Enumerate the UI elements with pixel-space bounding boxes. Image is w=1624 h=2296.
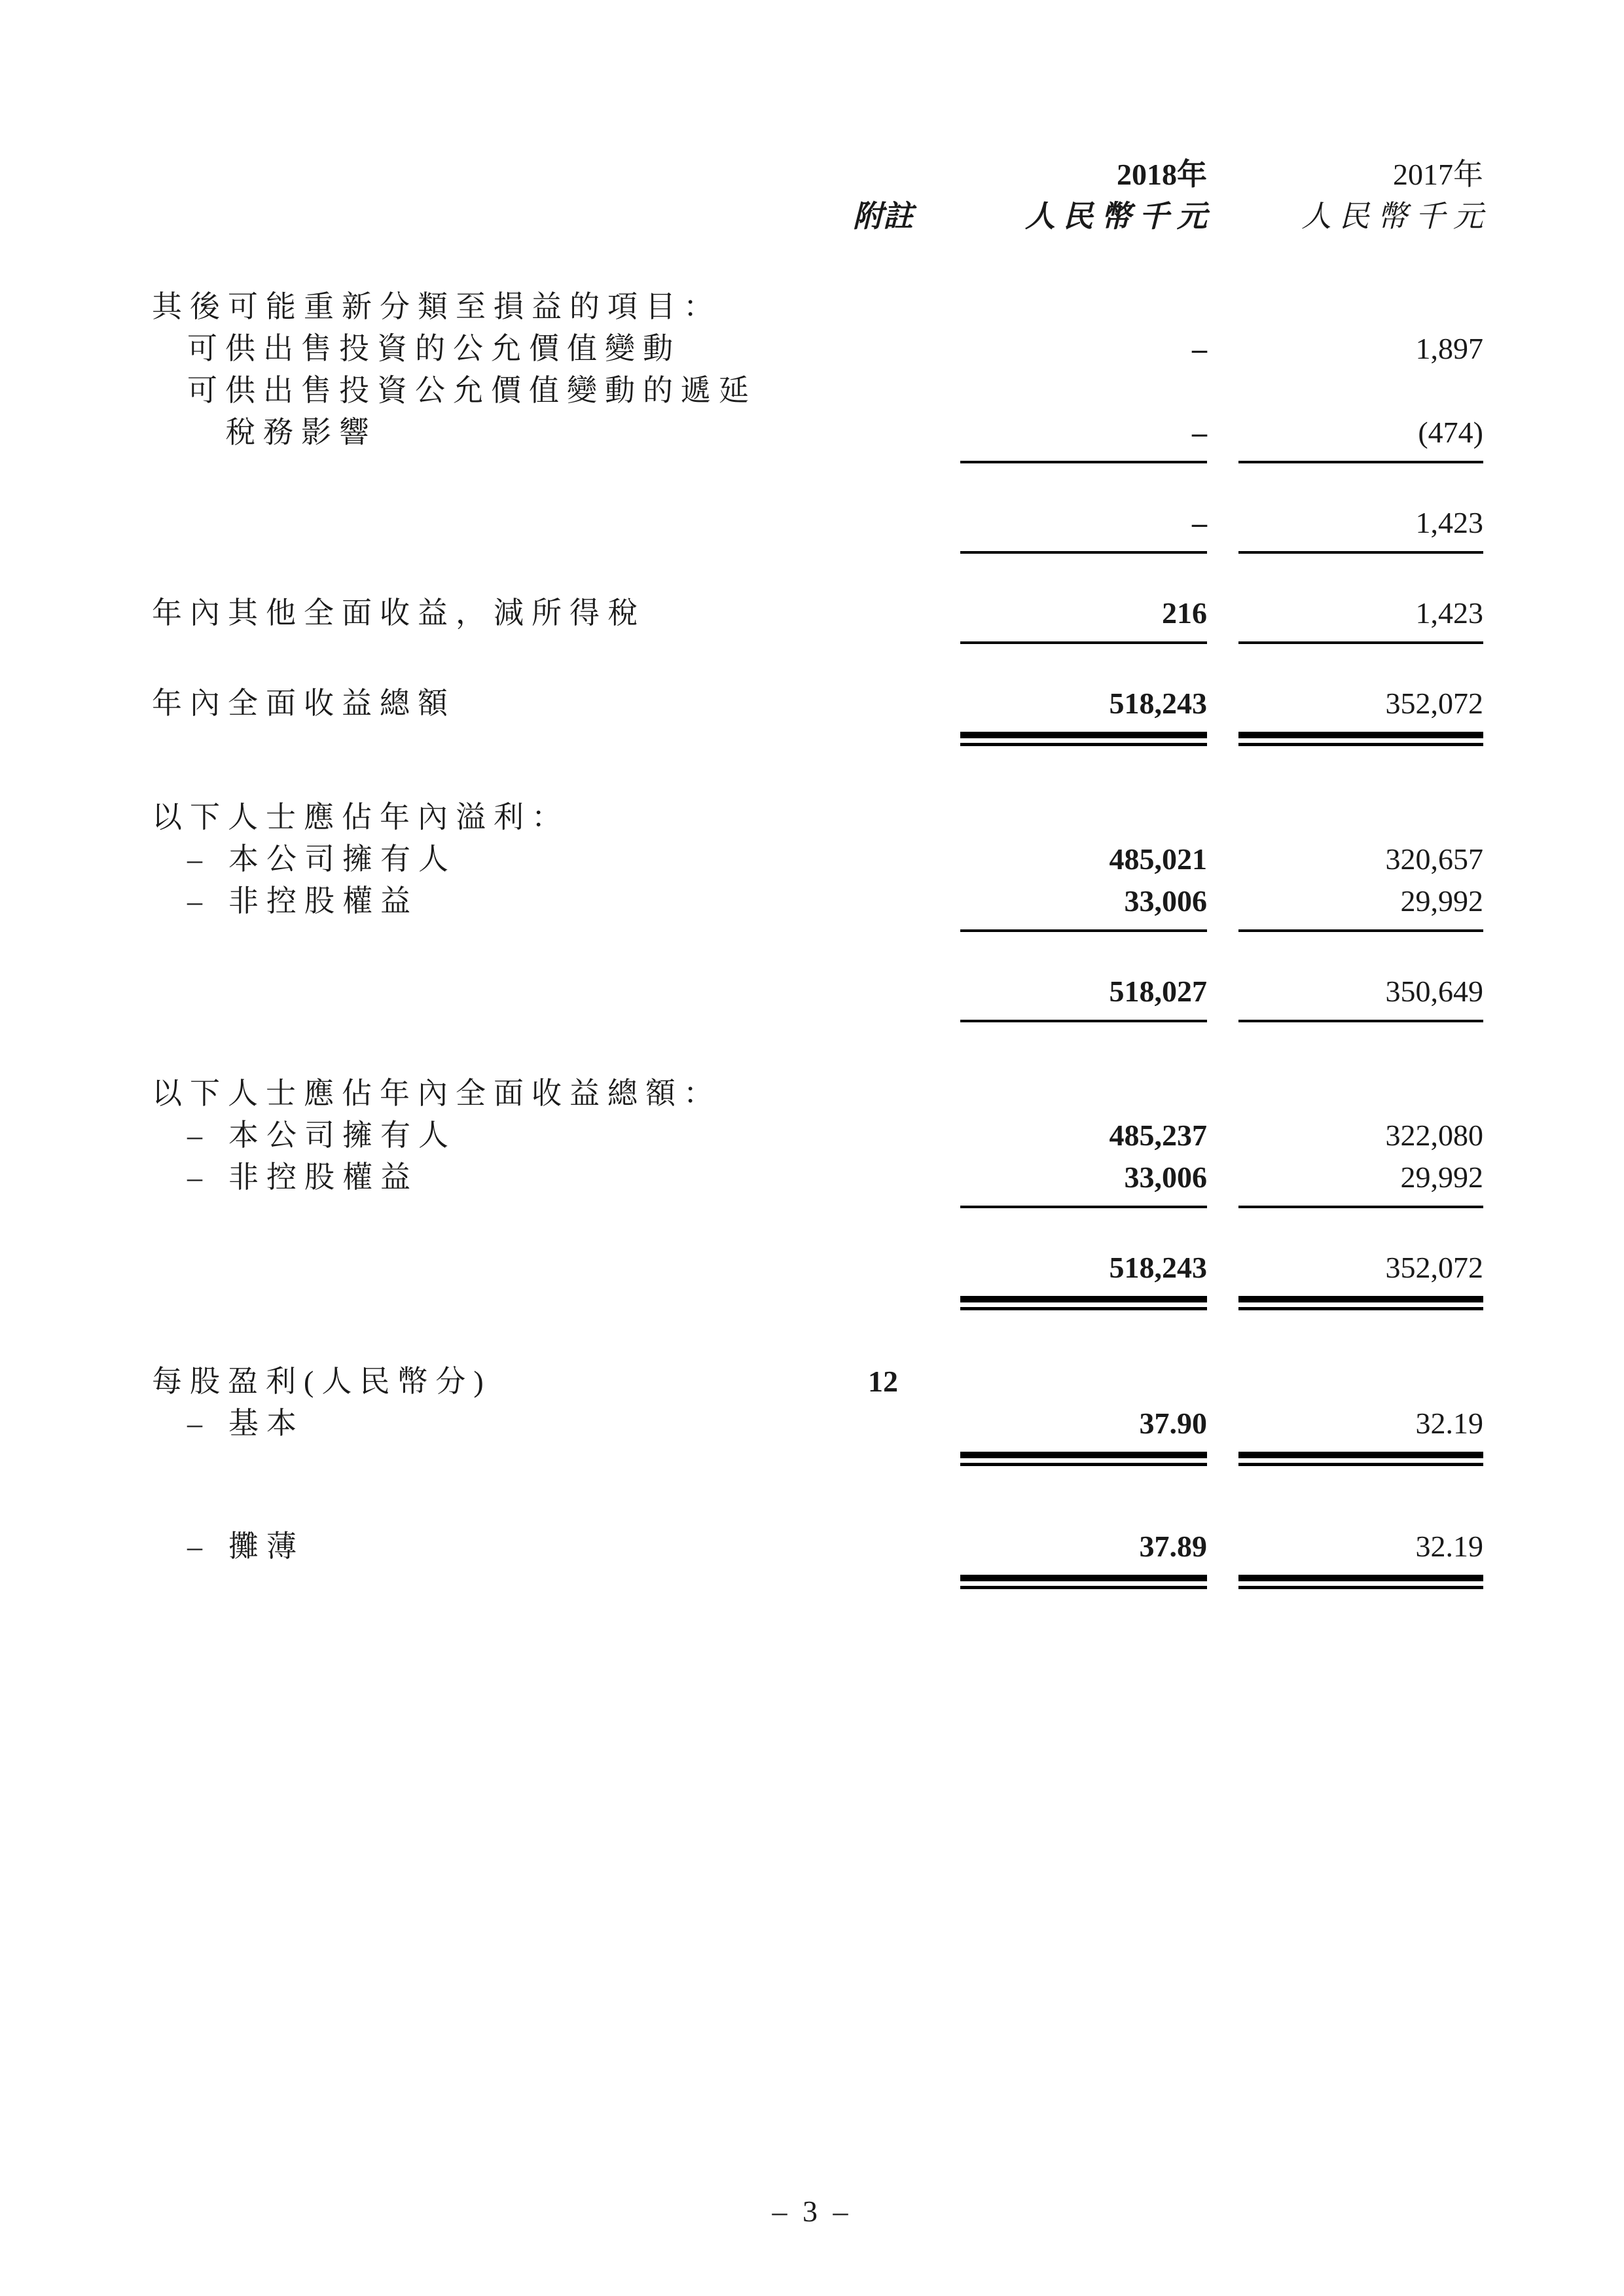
value-2017: 352,072 [1385,687,1483,720]
column-header-unit-2017: 人民幣千元 [1301,200,1491,233]
underline-2017 [1238,1020,1483,1022]
column-header-year-2018: 2018年 [1117,158,1207,191]
underline-2018 [960,1020,1207,1022]
row-label: 以下人士應佔年內全面收益總額： [152,1077,721,1110]
value-2017: 350,649 [1385,975,1483,1008]
dash-prefix: – [187,1119,210,1152]
value-2017: 1,423 [1415,506,1483,539]
dash-prefix: – [187,1530,210,1563]
dash-prefix: – [187,1407,210,1440]
double-underline-2017 [1238,1296,1483,1310]
value-2018: 485,021 [1109,842,1207,876]
row-label: 年內其他全面收益，減所得稅 [152,596,645,630]
value-2017: 32.19 [1415,1530,1483,1563]
value-2018: 518,243 [1109,687,1207,720]
single-rule [152,641,1483,644]
double-underline-2018 [960,1296,1207,1310]
header-year-row [152,156,1483,194]
value-2018: 33,006 [1124,884,1207,918]
double-underline-2018 [960,1452,1207,1466]
value-2017: 320,657 [1385,842,1483,876]
page-number: – 3 – [772,2195,852,2228]
value-2018: 518,027 [1109,975,1207,1008]
table-row [152,1157,1483,1198]
note-reference: 12 [868,1365,898,1398]
value-2018: 33,006 [1124,1160,1207,1194]
single-rule [152,929,1483,932]
table-row [152,503,1483,543]
dash-prefix: – [187,842,210,876]
header-unit-row [152,198,1491,236]
table-row [152,1361,1483,1402]
row-label: – 非控股權益 [187,1160,418,1194]
underline-2018 [960,551,1207,554]
double-underline-2017 [1238,1575,1483,1589]
double-rule [152,1575,1483,1589]
table-row [152,797,1483,838]
table-row [152,593,1483,634]
row-label: 年內全面收益總額 [152,687,456,720]
row-label: 稅務影響 [225,416,377,449]
value-2018: 485,237 [1109,1119,1207,1152]
dash-prefix: – [187,1160,210,1194]
row-label: – 攤薄 [187,1530,304,1563]
value-2018: 37.89 [1139,1530,1207,1563]
single-rule [152,551,1483,554]
row-label: – 本公司擁有人 [187,842,456,876]
value-2017: 1,423 [1415,596,1483,630]
underline-2017 [1238,551,1483,554]
underline-2017 [1238,461,1483,463]
single-rule [152,1020,1483,1022]
table-row [152,1115,1483,1156]
column-header-note: 附註 [853,200,913,233]
underline-2018 [960,929,1207,932]
underline-2018 [960,461,1207,463]
double-rule [152,1296,1483,1310]
value-2017: 29,992 [1400,1160,1483,1194]
value-2017: 322,080 [1385,1119,1483,1152]
double-rule [152,1452,1483,1466]
dash-prefix: – [187,884,210,918]
value-2018: – [1192,416,1207,449]
table-row [152,1073,1483,1114]
table-row [152,971,1483,1012]
column-header-unit-2018: 人民幣千元 [1025,200,1215,233]
value-2018: 216 [1162,596,1207,630]
underline-2018 [960,1206,1207,1208]
value-2018: 518,243 [1109,1251,1207,1284]
table-row [152,1247,1483,1288]
row-label: – 基本 [187,1407,304,1440]
underline-2017 [1238,929,1483,932]
table-row [152,329,1483,369]
value-2017: 352,072 [1385,1251,1483,1284]
table-row [152,683,1483,724]
value-2017: 1,897 [1415,332,1483,365]
double-underline-2018 [960,732,1207,746]
table-row [152,370,1483,411]
value-2018: – [1192,332,1207,365]
table-row [152,1526,1483,1567]
double-underline-2018 [960,1575,1207,1589]
underline-2017 [1238,1206,1483,1208]
row-label: – 本公司擁有人 [187,1119,456,1152]
underline-2018 [960,641,1207,644]
table-row [152,1403,1483,1444]
underline-2017 [1238,641,1483,644]
row-label: – 非控股權益 [187,884,418,918]
value-2018: 37.90 [1139,1407,1207,1440]
single-rule [152,1206,1483,1208]
column-header-year-2017: 2017年 [1393,158,1483,191]
table-row [152,287,1483,327]
table-row [152,412,1483,453]
value-2017: (474) [1418,416,1483,449]
row-label: 以下人士應佔年內溢利： [152,800,569,834]
value-2017: 29,992 [1400,884,1483,918]
row-label: 其後可能重新分類至損益的項目： [152,290,721,323]
value-2017: 32.19 [1415,1407,1483,1440]
value-2018: – [1192,506,1207,539]
table-row [152,839,1483,880]
row-label: 可供出售投資公允價值變動的遞延 [187,374,757,407]
row-label: 每股盈利(人民幣分) [152,1365,492,1398]
row-label: 可供出售投資的公允價值變動 [187,332,681,365]
table-row [152,881,1483,922]
double-underline-2017 [1238,732,1483,746]
single-rule [152,461,1483,463]
double-rule [152,732,1483,746]
double-underline-2017 [1238,1452,1483,1466]
